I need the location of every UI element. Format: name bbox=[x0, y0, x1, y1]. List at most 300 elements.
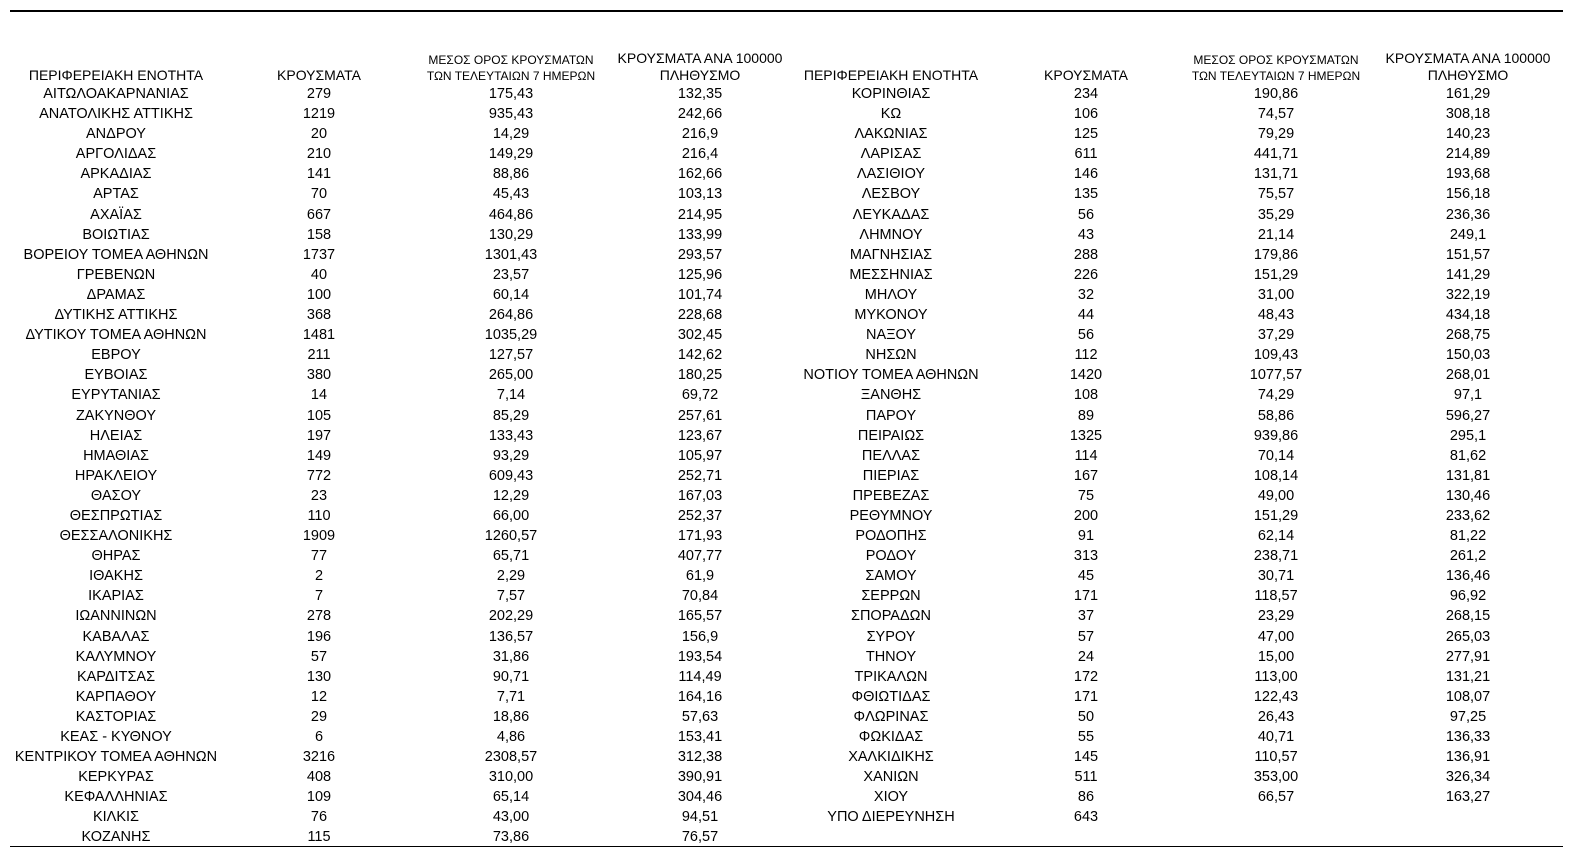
per100k-cell: 132,35 bbox=[677, 86, 723, 102]
avg7-cell: 65,71 bbox=[492, 548, 530, 565]
avg7-cell: 190,86 bbox=[1253, 86, 1299, 102]
cases-cell: 313 bbox=[1073, 548, 1099, 565]
cases-cell: 100 bbox=[306, 286, 332, 303]
avg7-cell: 122,43 bbox=[1253, 688, 1299, 705]
header-region: ΠΕΡΙΦΕΡΕΙΑΚΗ ΕΝΟΤΗΤΑ bbox=[28, 67, 204, 83]
per100k-cell: 326,34 bbox=[1445, 769, 1491, 786]
per100k-cell: 131,21 bbox=[1445, 668, 1491, 685]
per100k-cell: 390,91 bbox=[677, 769, 723, 786]
per100k-cell: 407,77 bbox=[677, 548, 723, 565]
region-cell: ΧΙΟΥ bbox=[873, 789, 909, 806]
avg7-cell: 238,71 bbox=[1253, 548, 1299, 565]
cases-cell: 1325 bbox=[1069, 427, 1103, 444]
per100k-cell: 156,18 bbox=[1445, 186, 1491, 203]
avg7-cell: 31,00 bbox=[1257, 286, 1295, 303]
avg7-cell: 2,29 bbox=[496, 568, 526, 585]
cases-cell: 45 bbox=[1077, 568, 1095, 585]
region-cell: ΕΥΒΟΙΑΣ bbox=[84, 367, 148, 384]
region-cell: ΚΑΡΔΙΤΣΑΣ bbox=[76, 668, 156, 685]
cases-cell: 279 bbox=[306, 86, 332, 102]
per100k-cell: 228,68 bbox=[677, 307, 723, 324]
avg7-cell: 175,43 bbox=[488, 86, 534, 102]
per100k-cell: 133,99 bbox=[677, 226, 723, 243]
region-cell: ΚΑΣΤΟΡΙΑΣ bbox=[75, 708, 157, 725]
region-cell: ΣΕΡΡΩΝ bbox=[861, 588, 921, 605]
per100k-cell: 302,45 bbox=[677, 327, 723, 344]
avg7-cell: 47,00 bbox=[1257, 628, 1295, 645]
header-cases: ΚΡΟΥΣΜΑΤΑ bbox=[1044, 67, 1128, 83]
cases-cell: 145 bbox=[1073, 749, 1099, 766]
region-cell: ΗΡΑΚΛΕΙΟΥ bbox=[74, 467, 158, 484]
avg7-cell: 12,29 bbox=[492, 487, 530, 504]
region-cell: ΣΥΡΟΥ bbox=[866, 628, 916, 645]
per100k-cell: 114,49 bbox=[678, 668, 722, 685]
per100k-cell: 293,57 bbox=[677, 246, 723, 263]
header-avg7-line1: ΜΕΣΟΣ ΟΡΟΣ ΚΡΟΥΣΜΑΤΩΝ bbox=[1193, 53, 1359, 67]
region-cell: ΚΑΛΥΜΝΟΥ bbox=[75, 648, 157, 665]
bottom-rule bbox=[10, 846, 1563, 847]
avg7-cell: 130,29 bbox=[488, 226, 534, 243]
per100k-cell: 162,66 bbox=[677, 166, 723, 183]
avg7-cell: 149,29 bbox=[488, 146, 534, 163]
cases-cell: 109 bbox=[306, 789, 332, 806]
region-cell: ΑΡΤΑΣ bbox=[93, 186, 139, 203]
region-cell: ΦΛΩΡΙΝΑΣ bbox=[853, 708, 929, 725]
region-cell: ΠΡΕΒΕΖΑΣ bbox=[852, 487, 930, 504]
avg7-cell: 74,57 bbox=[1257, 106, 1295, 123]
per100k-cell: 108,07 bbox=[1445, 688, 1491, 705]
per100k-cell: 167,03 bbox=[677, 487, 723, 504]
per100k-cell: 153,41 bbox=[677, 729, 723, 745]
cases-cell: 77 bbox=[310, 548, 328, 565]
per100k-cell: 236,36 bbox=[1445, 206, 1491, 223]
per100k-cell: 193,68 bbox=[1445, 166, 1491, 183]
region-cell: ΛΑΡΙΣΑΣ bbox=[860, 146, 922, 163]
per100k-cell: 61,9 bbox=[685, 568, 715, 585]
avg7-cell: 109,43 bbox=[1253, 347, 1299, 364]
cases-cell: 108 bbox=[1073, 387, 1099, 404]
avg7-cell: 88,86 bbox=[492, 166, 530, 183]
cases-cell: 125 bbox=[1073, 126, 1099, 143]
per100k-cell: 257,61 bbox=[677, 407, 723, 424]
avg7-cell: 4,86 bbox=[496, 729, 526, 745]
cases-cell: 1481 bbox=[302, 327, 336, 344]
avg7-cell: 66,57 bbox=[1257, 789, 1295, 806]
region-cell: ΠΑΡΟΥ bbox=[865, 407, 917, 424]
avg7-cell: 74,29 bbox=[1257, 387, 1295, 404]
cases-cell: 1909 bbox=[302, 528, 336, 545]
per100k-cell: 180,25 bbox=[677, 367, 723, 384]
avg7-cell: 14,29 bbox=[492, 126, 530, 143]
header-avg7 bbox=[416, 52, 606, 84]
region-cell: ΡΟΔΟΥ bbox=[865, 548, 917, 565]
region-cell: ΠΕΙΡΑΙΩΣ bbox=[857, 427, 925, 444]
cases-cell: 234 bbox=[1073, 86, 1099, 102]
avg7-cell: 18,86 bbox=[492, 708, 530, 725]
cases-cell: 75 bbox=[1077, 487, 1095, 504]
avg7-cell: 65,14 bbox=[492, 789, 530, 806]
per100k-cell: 131,81 bbox=[1445, 467, 1491, 484]
cases-cell: 196 bbox=[306, 628, 332, 645]
cases-cell: 226 bbox=[1073, 266, 1099, 283]
cases-cell: 56 bbox=[1077, 206, 1095, 223]
avg7-cell: 935,43 bbox=[488, 106, 534, 123]
region-cell: ΛΑΚΩΝΙΑΣ bbox=[854, 126, 928, 143]
cases-cell: 197 bbox=[306, 427, 332, 444]
avg7-cell: 151,29 bbox=[1253, 507, 1299, 524]
avg7-cell: 66,00 bbox=[492, 507, 530, 524]
region-cell: ΣΠΟΡΑΔΩΝ bbox=[851, 608, 931, 625]
region-cell: ΒΟΡΕΙΟΥ ΤΟΜΕΑ ΑΘΗΝΩΝ bbox=[23, 246, 209, 263]
region-cell: ΑΝΑΤΟΛΙΚΗΣ ΑΤΤΙΚΗΣ bbox=[39, 106, 193, 123]
avg7-cell: 31,86 bbox=[492, 648, 530, 665]
region-cell: ΑΝΔΡΟΥ bbox=[86, 126, 146, 143]
region-cell: ΒΟΙΩΤΙΑΣ bbox=[82, 226, 150, 243]
cases-cell: 6 bbox=[314, 729, 324, 745]
avg7-cell: 23,29 bbox=[1257, 608, 1295, 625]
region-cell: ΠΕΛΛΑΣ bbox=[861, 447, 921, 464]
per100k-cell: 163,27 bbox=[1445, 789, 1491, 806]
per100k-cell: 214,95 bbox=[677, 206, 723, 223]
avg7-cell: 2308,57 bbox=[484, 749, 538, 766]
avg7-cell: 127,57 bbox=[488, 347, 534, 364]
cases-cell: 106 bbox=[1073, 106, 1099, 123]
cases-cell: 7 bbox=[314, 588, 324, 605]
per100k-cell: 105,97 bbox=[677, 447, 723, 464]
avg7-cell: 58,86 bbox=[1257, 407, 1295, 424]
per100k-cell: 434,18 bbox=[1445, 307, 1491, 324]
region-cell: ΕΒΡΟΥ bbox=[91, 347, 141, 364]
per100k-cell: 312,38 bbox=[677, 749, 723, 766]
region-cell: ΚΟΡΙΝΘΙΑΣ bbox=[851, 86, 931, 102]
header-avg7-line1: ΜΕΣΟΣ ΟΡΟΣ ΚΡΟΥΣΜΑΤΩΝ bbox=[428, 53, 594, 67]
per100k-cell: 249,1 bbox=[1449, 226, 1487, 243]
avg7-cell: 70,14 bbox=[1257, 447, 1295, 464]
cases-cell: 667 bbox=[306, 206, 332, 223]
region-cell: ΧΑΛΚΙΔΙΚΗΣ bbox=[848, 749, 934, 766]
per100k-cell: 268,75 bbox=[1445, 327, 1491, 344]
avg7-cell: 35,29 bbox=[1257, 206, 1295, 223]
avg7-cell: 43,00 bbox=[492, 809, 530, 826]
cases-cell: 643 bbox=[1073, 809, 1099, 826]
region-cell: ΙΘΑΚΗΣ bbox=[89, 568, 143, 585]
avg7-cell: 7,14 bbox=[496, 387, 526, 404]
cases-cell: 50 bbox=[1077, 708, 1095, 725]
avg7-cell: 7,71 bbox=[496, 688, 526, 705]
avg7-cell: 118,57 bbox=[1254, 588, 1298, 605]
per100k-cell: 252,71 bbox=[677, 467, 723, 484]
per100k-cell: 161,29 bbox=[1445, 86, 1491, 102]
avg7-cell: 79,29 bbox=[1257, 126, 1295, 143]
header-per100k-line2: ΠΛΗΘΥΣΜΟ bbox=[1427, 67, 1509, 83]
cases-cell: 110 bbox=[307, 507, 331, 524]
cases-cell: 368 bbox=[306, 307, 332, 324]
header-per100k-line1: ΚΡΟΥΣΜΑΤΑ ΑΝΑ 100000 bbox=[617, 50, 783, 66]
region-cell: ΡΟΔΟΠΗΣ bbox=[855, 528, 927, 545]
header-per100k-line2: ΠΛΗΘΥΣΜΟ bbox=[659, 67, 741, 83]
per100k-cell: 70,84 bbox=[681, 588, 719, 605]
cases-cell: 32 bbox=[1077, 286, 1095, 303]
per100k-cell: 265,03 bbox=[1445, 628, 1491, 645]
per100k-cell: 295,1 bbox=[1449, 427, 1487, 444]
cases-cell: 114 bbox=[1074, 447, 1098, 464]
per100k-cell: 268,01 bbox=[1445, 367, 1491, 384]
region-cell: ΦΘΙΩΤΙΔΑΣ bbox=[851, 688, 931, 705]
avg7-cell: 40,71 bbox=[1257, 729, 1295, 745]
region-cell: ΙΩΑΝΝΙΝΩΝ bbox=[75, 608, 157, 625]
avg7-cell: 609,43 bbox=[488, 467, 534, 484]
cases-cell: 3216 bbox=[302, 749, 336, 766]
header-avg7 bbox=[1186, 52, 1366, 84]
region-cell: ΚΕΦΑΛΛΗΝΙΑΣ bbox=[64, 789, 168, 806]
avg7-cell: 151,29 bbox=[1253, 266, 1299, 283]
avg7-cell: 75,57 bbox=[1257, 186, 1295, 203]
region-cell: ΛΕΥΚΑΔΑΣ bbox=[852, 206, 930, 223]
cases-cell: 37 bbox=[1077, 608, 1095, 625]
per100k-cell: 76,57 bbox=[681, 829, 719, 846]
cases-cell: 2 bbox=[314, 568, 324, 585]
avg7-cell: 353,00 bbox=[1253, 769, 1299, 786]
cases-cell: 167 bbox=[1073, 467, 1099, 484]
header-per100k bbox=[606, 50, 794, 84]
cases-cell: 1737 bbox=[302, 246, 336, 263]
avg7-cell: 60,14 bbox=[492, 286, 530, 303]
region-cell: ΥΠΟ ΔΙΕΡΕΥΝΗΣΗ bbox=[827, 809, 955, 826]
top-rule bbox=[10, 10, 1563, 12]
avg7-cell: 131,71 bbox=[1253, 166, 1299, 183]
region-cell: ΤΡΙΚΑΛΩΝ bbox=[854, 668, 928, 685]
avg7-cell: 1301,43 bbox=[484, 246, 538, 263]
cases-cell: 43 bbox=[1077, 226, 1095, 243]
region-cell: ΗΛΕΙΑΣ bbox=[89, 427, 143, 444]
per100k-cell: 140,23 bbox=[1445, 126, 1491, 143]
avg7-cell: 93,29 bbox=[492, 447, 530, 464]
cases-cell: 1420 bbox=[1069, 367, 1103, 384]
cases-cell: 135 bbox=[1073, 186, 1099, 203]
cases-cell: 511 bbox=[1074, 769, 1098, 786]
per100k-cell: 142,62 bbox=[677, 347, 723, 364]
region-cell: ΜΥΚΟΝΟΥ bbox=[854, 307, 928, 324]
cases-cell: 55 bbox=[1077, 729, 1095, 745]
region-cell: ΑΧΑΪΑΣ bbox=[90, 206, 142, 223]
avg7-cell: 90,71 bbox=[492, 668, 530, 685]
per100k-cell: 130,46 bbox=[1445, 487, 1491, 504]
region-cell: ΗΜΑΘΙΑΣ bbox=[83, 447, 149, 464]
region-cell: ΕΥΡΥΤΑΝΙΑΣ bbox=[71, 387, 161, 404]
region-cell: ΚΑΒΑΛΑΣ bbox=[82, 628, 150, 645]
cases-cell: 130 bbox=[306, 668, 332, 685]
header-avg7-line2: ΤΩΝ ΤΕΛΕΥΤΑΙΩΝ 7 ΗΜΕΡΩΝ bbox=[1191, 69, 1361, 83]
region-cell: ΔΥΤΙΚΗΣ ΑΤΤΙΚΗΣ bbox=[54, 307, 178, 324]
per100k-cell: 150,03 bbox=[1445, 347, 1491, 364]
avg7-cell: 1077,57 bbox=[1249, 367, 1303, 384]
region-cell: ΑΡΚΑΔΙΑΣ bbox=[80, 166, 152, 183]
region-cell: ΜΕΣΣΗΝΙΑΣ bbox=[849, 266, 933, 283]
region-cell: ΛΗΜΝΟΥ bbox=[859, 226, 923, 243]
cases-cell: 86 bbox=[1077, 789, 1095, 806]
cases-cell: 70 bbox=[310, 186, 328, 203]
per100k-cell: 103,13 bbox=[677, 186, 723, 203]
region-cell: ΜΑΓΝΗΣΙΑΣ bbox=[849, 246, 933, 263]
region-cell: ΔΡΑΜΑΣ bbox=[86, 286, 146, 303]
per100k-cell: 268,15 bbox=[1445, 608, 1491, 625]
cases-cell: 14 bbox=[310, 387, 328, 404]
avg7-cell: 939,86 bbox=[1253, 427, 1299, 444]
per100k-cell: 304,46 bbox=[677, 789, 723, 806]
cases-cell: 611 bbox=[1074, 146, 1098, 163]
per100k-cell: 193,54 bbox=[677, 648, 723, 665]
region-cell: ΝΗΣΩΝ bbox=[865, 347, 917, 364]
cases-cell: 40 bbox=[310, 266, 328, 283]
avg7-cell: 30,71 bbox=[1257, 568, 1295, 585]
per100k-cell: 216,4 bbox=[681, 146, 719, 163]
cases-cell: 211 bbox=[307, 347, 331, 364]
cases-cell: 56 bbox=[1077, 327, 1095, 344]
region-cell: ΑΙΤΩΛΟΑΚΑΡΝΑΝΙΑΣ bbox=[43, 86, 189, 102]
avg7-cell: 21,14 bbox=[1257, 226, 1295, 243]
region-cell: ΓΡΕΒΕΝΩΝ bbox=[76, 266, 156, 283]
per100k-cell: 308,18 bbox=[1445, 106, 1491, 123]
cases-cell: 115 bbox=[307, 829, 331, 846]
avg7-cell: 441,71 bbox=[1253, 146, 1299, 163]
per100k-cell: 596,27 bbox=[1445, 407, 1491, 424]
avg7-cell: 265,00 bbox=[488, 367, 534, 384]
cases-cell: 1219 bbox=[302, 106, 336, 123]
cases-cell: 29 bbox=[310, 708, 328, 725]
per100k-cell: 96,92 bbox=[1449, 588, 1487, 605]
avg7-cell: 110,57 bbox=[1254, 749, 1298, 766]
avg7-cell: 7,57 bbox=[496, 588, 526, 605]
per100k-cell: 136,33 bbox=[1445, 729, 1491, 745]
per100k-cell: 165,57 bbox=[677, 608, 723, 625]
cases-cell: 171 bbox=[1073, 688, 1099, 705]
region-cell: ΤΗΝΟΥ bbox=[865, 648, 917, 665]
avg7-cell: 26,43 bbox=[1257, 708, 1295, 725]
region-cell: ΑΡΓΟΛΙΔΑΣ bbox=[75, 146, 157, 163]
per100k-cell: 171,93 bbox=[677, 528, 723, 545]
cases-cell: 278 bbox=[306, 608, 332, 625]
avg7-cell: 133,43 bbox=[488, 427, 534, 444]
cases-cell: 172 bbox=[1073, 668, 1099, 685]
avg7-cell: 15,00 bbox=[1257, 648, 1295, 665]
avg7-cell: 49,00 bbox=[1257, 487, 1295, 504]
per100k-cell: 94,51 bbox=[681, 809, 719, 826]
cases-cell: 112 bbox=[1074, 347, 1098, 364]
per100k-cell: 81,22 bbox=[1449, 528, 1487, 545]
region-cell: ΧΑΝΙΩΝ bbox=[863, 769, 919, 786]
per100k-cell: 125,96 bbox=[677, 266, 723, 283]
region-cell: ΜΗΛΟΥ bbox=[864, 286, 918, 303]
cases-cell: 89 bbox=[1077, 407, 1095, 424]
avg7-cell: 73,86 bbox=[492, 829, 530, 846]
region-cell: ΚΕΑΣ - ΚΥΘΝΟΥ bbox=[60, 729, 172, 745]
per100k-cell: 101,74 bbox=[677, 286, 723, 303]
per100k-cell: 214,89 bbox=[1445, 146, 1491, 163]
region-cell: ΛΕΣΒΟΥ bbox=[861, 186, 921, 203]
cases-cell: 91 bbox=[1077, 528, 1095, 545]
header-avg7-line2: ΤΩΝ ΤΕΛΕΥΤΑΙΩΝ 7 ΗΜΕΡΩΝ bbox=[426, 69, 596, 83]
cases-cell: 105 bbox=[306, 407, 332, 424]
cases-cell: 210 bbox=[306, 146, 332, 163]
avg7-cell: 37,29 bbox=[1257, 327, 1295, 344]
cases-cell: 44 bbox=[1077, 307, 1095, 324]
cases-cell: 171 bbox=[1073, 588, 1099, 605]
avg7-cell: 113,00 bbox=[1254, 668, 1298, 685]
region-cell: ΔΥΤΙΚΟΥ ΤΟΜΕΑ ΑΘΗΝΩΝ bbox=[25, 327, 207, 344]
region-cell: ΖΑΚΥΝΘΟΥ bbox=[75, 407, 157, 424]
region-cell: ΝΑΞΟΥ bbox=[865, 327, 917, 344]
cases-cell: 57 bbox=[1077, 628, 1095, 645]
region-cell: ΛΑΣΙΘΙΟΥ bbox=[856, 166, 926, 183]
avg7-cell: 1260,57 bbox=[484, 528, 538, 545]
cases-cell: 146 bbox=[1073, 166, 1099, 183]
region-cell: ΠΙΕΡΙΑΣ bbox=[862, 467, 920, 484]
per100k-cell: 136,91 bbox=[1445, 749, 1491, 766]
per100k-cell: 233,62 bbox=[1445, 507, 1491, 524]
cases-cell: 141 bbox=[306, 166, 332, 183]
avg7-cell: 62,14 bbox=[1257, 528, 1295, 545]
per100k-cell: 57,63 bbox=[681, 708, 719, 725]
per100k-cell: 322,19 bbox=[1445, 286, 1491, 303]
avg7-cell: 202,29 bbox=[488, 608, 534, 625]
per100k-cell: 151,57 bbox=[1445, 246, 1491, 263]
cases-cell: 772 bbox=[306, 467, 332, 484]
avg7-cell: 264,86 bbox=[488, 307, 534, 324]
per100k-cell: 216,9 bbox=[681, 126, 719, 143]
cases-cell: 20 bbox=[310, 126, 328, 143]
avg7-cell: 85,29 bbox=[492, 407, 530, 424]
region-cell: ΝΟΤΙΟΥ ΤΟΜΕΑ ΑΘΗΝΩΝ bbox=[803, 367, 979, 384]
region-cell: ΘΗΡΑΣ bbox=[91, 548, 141, 565]
cases-cell: 149 bbox=[306, 447, 332, 464]
per100k-cell: 136,46 bbox=[1445, 568, 1491, 585]
per100k-cell: 164,16 bbox=[677, 688, 723, 705]
cases-cell: 76 bbox=[310, 809, 328, 826]
header-per100k bbox=[1366, 50, 1570, 84]
region-cell: ΚΕΡΚΥΡΑΣ bbox=[78, 769, 154, 786]
cases-cell: 23 bbox=[310, 487, 328, 504]
cases-cell: 408 bbox=[306, 769, 332, 786]
region-cell: ΚΙΛΚΙΣ bbox=[92, 809, 140, 826]
region-cell: ΡΕΘΥΜΝΟΥ bbox=[849, 507, 933, 524]
avg7-cell: 310,00 bbox=[488, 769, 534, 786]
avg7-cell: 464,86 bbox=[488, 206, 534, 223]
per100k-cell: 81,62 bbox=[1449, 447, 1487, 464]
per100k-cell: 252,37 bbox=[677, 507, 723, 524]
cases-cell: 380 bbox=[306, 367, 332, 384]
per100k-cell: 97,1 bbox=[1453, 387, 1483, 404]
cases-cell: 288 bbox=[1073, 246, 1099, 263]
region-cell: ΦΩΚΙΔΑΣ bbox=[858, 729, 924, 745]
per100k-cell: 261,2 bbox=[1449, 548, 1487, 565]
per100k-cell: 141,29 bbox=[1445, 266, 1491, 283]
header-per100k-line1: ΚΡΟΥΣΜΑΤΑ ΑΝΑ 100000 bbox=[1385, 50, 1551, 66]
avg7-cell: 48,43 bbox=[1257, 307, 1295, 324]
header-cases: ΚΡΟΥΣΜΑΤΑ bbox=[277, 67, 361, 83]
region-cell: ΚΕΝΤΡΙΚΟΥ ΤΟΜΕΑ ΑΘΗΝΩΝ bbox=[14, 749, 218, 766]
avg7-cell: 45,43 bbox=[492, 186, 530, 203]
region-cell: ΣΑΜΟΥ bbox=[865, 568, 917, 585]
header-region: ΠΕΡΙΦΕΡΕΙΑΚΗ ΕΝΟΤΗΤΑ bbox=[803, 67, 979, 83]
region-cell: ΞΑΝΘΗΣ bbox=[860, 387, 922, 404]
region-cell: ΘΕΣΠΡΩΤΙΑΣ bbox=[69, 507, 163, 524]
per100k-cell: 277,91 bbox=[1445, 648, 1491, 665]
avg7-cell: 108,14 bbox=[1253, 467, 1299, 484]
region-cell: ΘΕΣΣΑΛΟΝΙΚΗΣ bbox=[59, 528, 173, 545]
avg7-cell: 23,57 bbox=[492, 266, 530, 283]
cases-cell: 57 bbox=[310, 648, 328, 665]
cases-cell: 158 bbox=[306, 226, 332, 243]
